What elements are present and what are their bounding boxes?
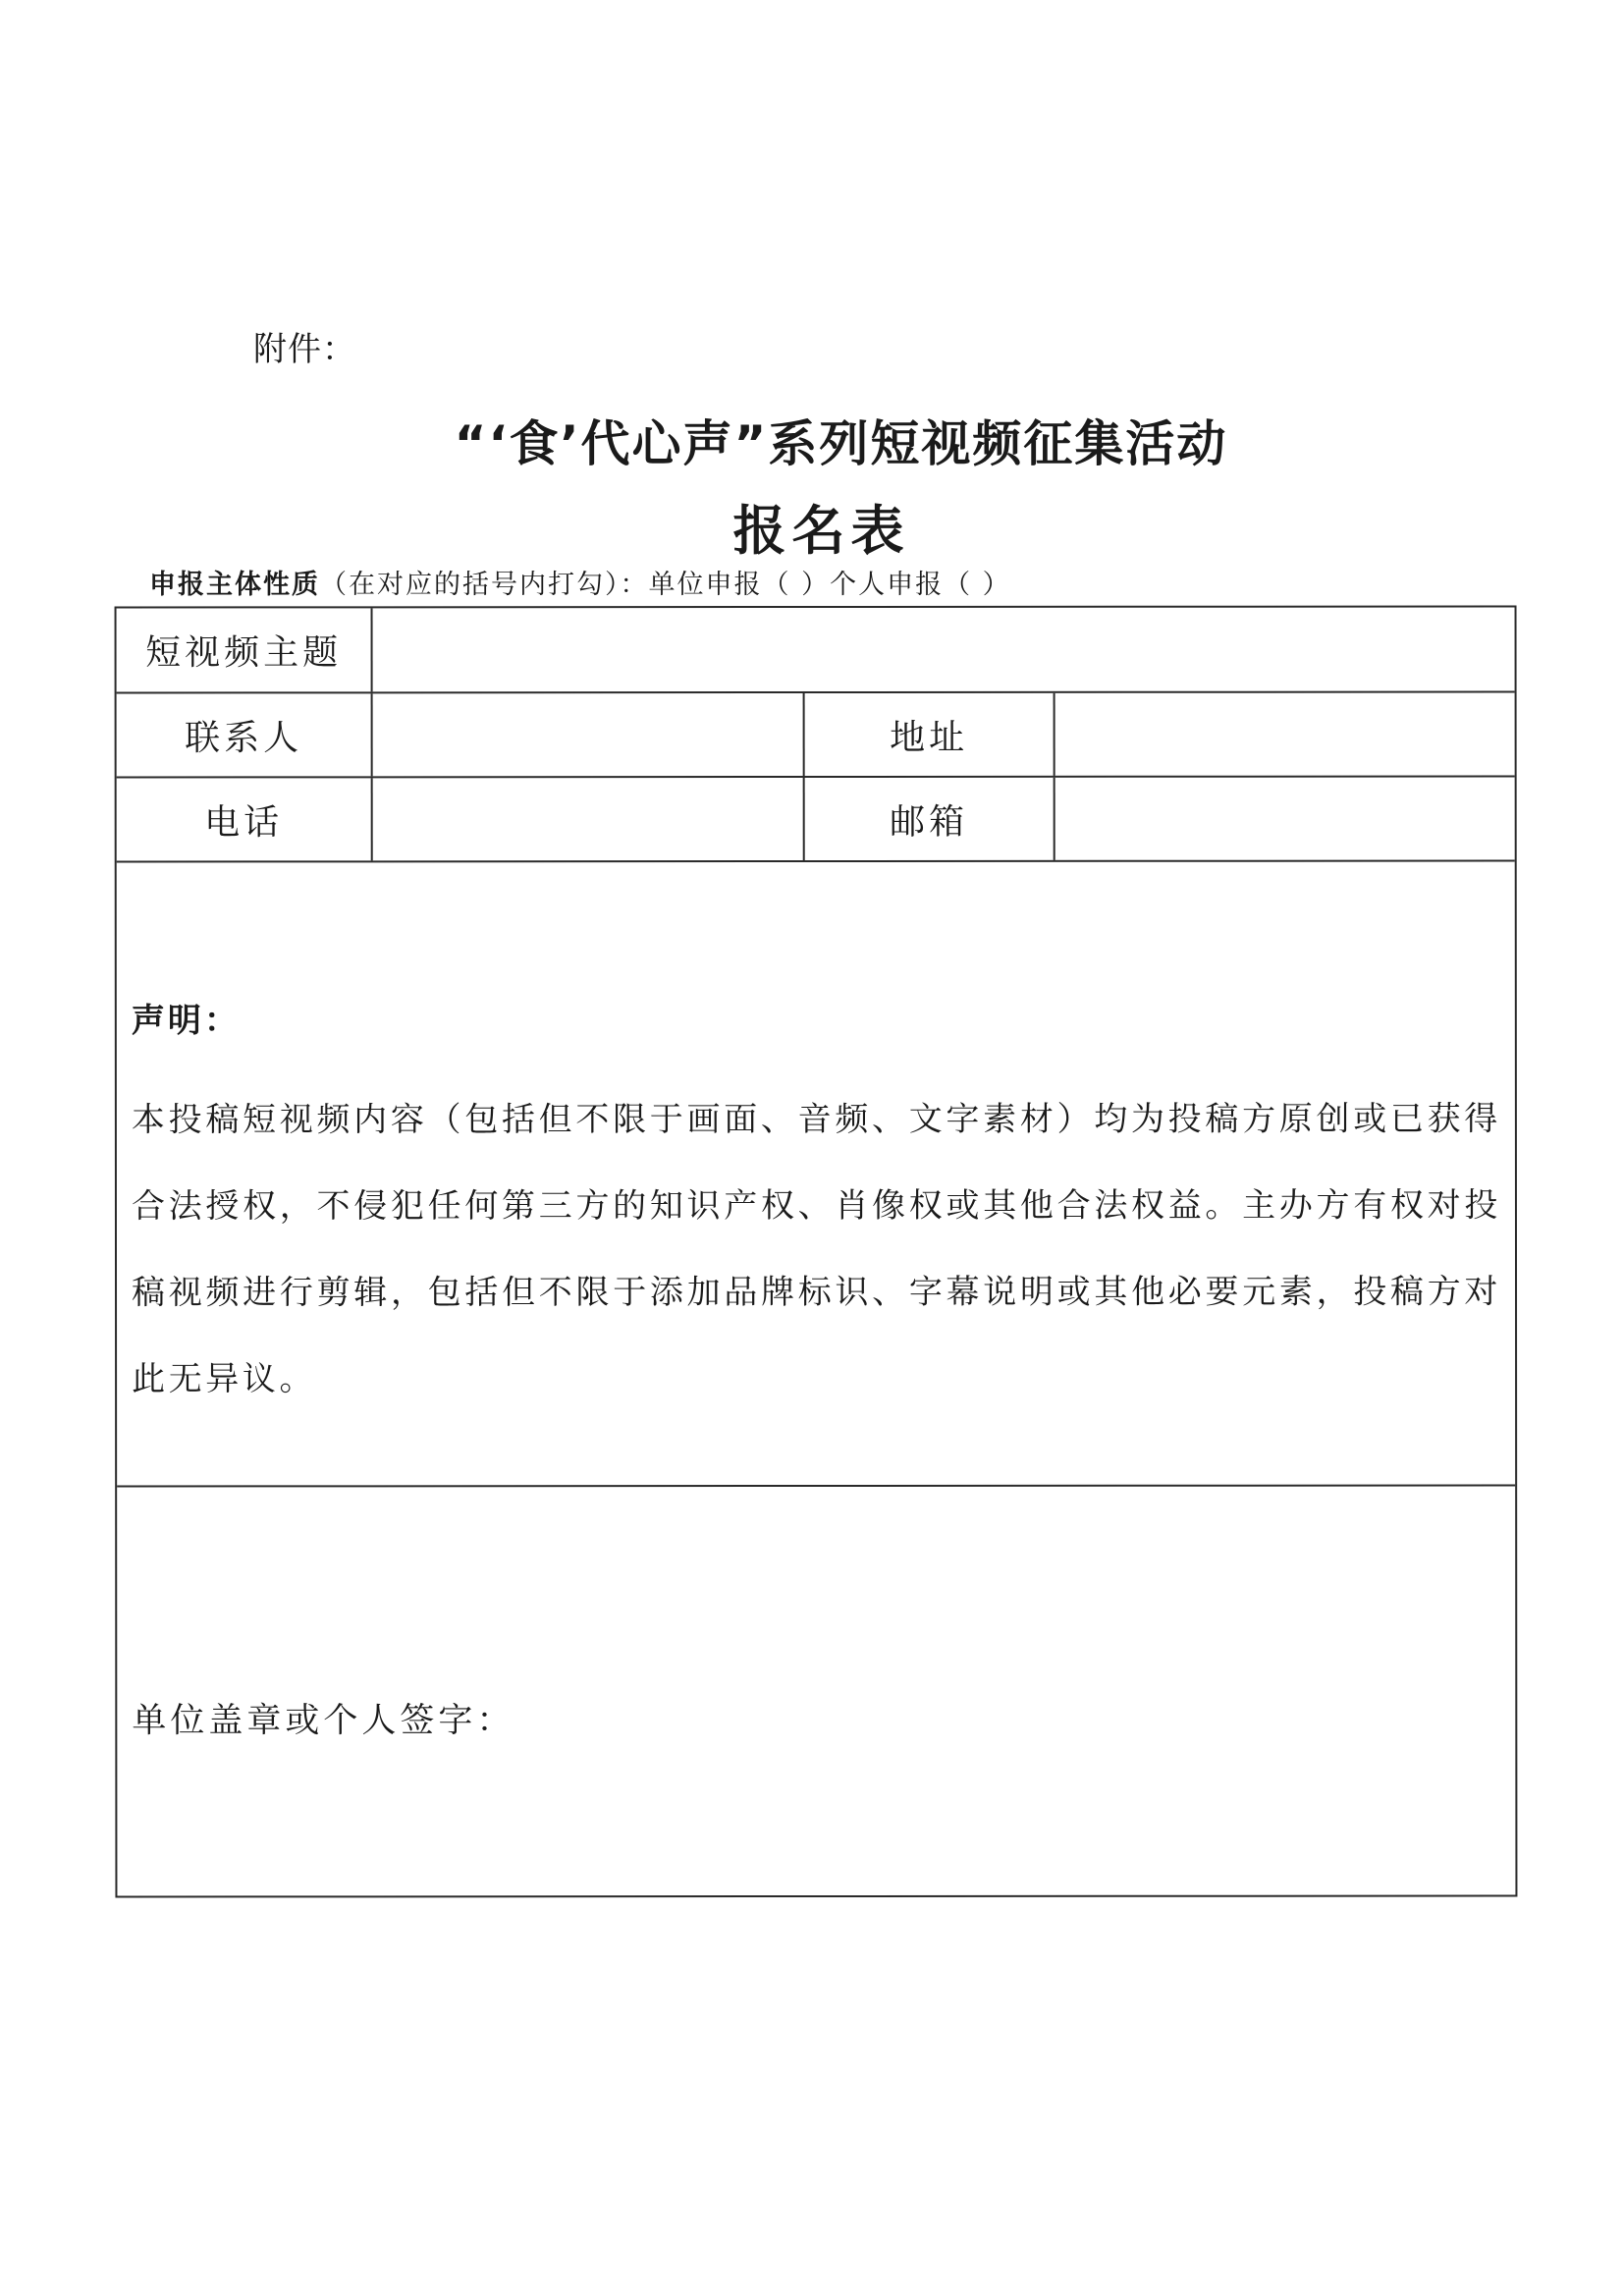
topic-field[interactable] (371, 608, 1515, 692)
option-individual[interactable]: 个人申报（ ） (830, 570, 1011, 600)
address-field[interactable] (1054, 693, 1515, 776)
form-title: “‘食’代心声”系列短视频征集活动 (454, 415, 1228, 472)
statement-heading: 声明： (131, 1001, 241, 1041)
applicant-nature-line (149, 563, 1011, 601)
statement-section (117, 862, 1515, 1488)
phone-row (117, 778, 1515, 863)
topic-label: 短视频主题 (145, 632, 343, 674)
contact-row (117, 693, 1515, 779)
contact-label: 联系人 (185, 717, 303, 758)
signature-label: 单位盖章或个人签字： (132, 1701, 515, 1741)
contact-field[interactable] (371, 693, 803, 776)
applicant-nature-hint: （在对应的括号内打勾）： (320, 570, 649, 600)
topic-row (117, 608, 1515, 694)
form-subtitle: 报名表 (732, 500, 910, 562)
signature-section[interactable] (117, 1487, 1515, 1896)
statement-body: 本投稿短视频内容（包括但不限于画面、音频、文字素材）均为投稿方原创或已获得合法授权，不侵犯任何第三方的知识产权、肖像权或其他合法权益。主办方有权对投稿视频进行剪辑，包括但不限于添加品牌标识、字幕说明或其他必要元素，投稿方对此无异议。 (131, 1099, 1502, 1399)
registration-form (115, 606, 1518, 1898)
applicant-nature-label: 申报主体性质 (149, 570, 320, 600)
email-field[interactable] (1054, 778, 1515, 860)
address-label: 地址 (803, 693, 1054, 776)
attachment-label: 附件： (253, 330, 356, 369)
phone-label: 电话 (204, 801, 284, 843)
email-label: 邮箱 (803, 778, 1054, 860)
option-unit[interactable]: 单位申报（ ） (648, 570, 831, 600)
phone-field[interactable] (371, 778, 803, 860)
